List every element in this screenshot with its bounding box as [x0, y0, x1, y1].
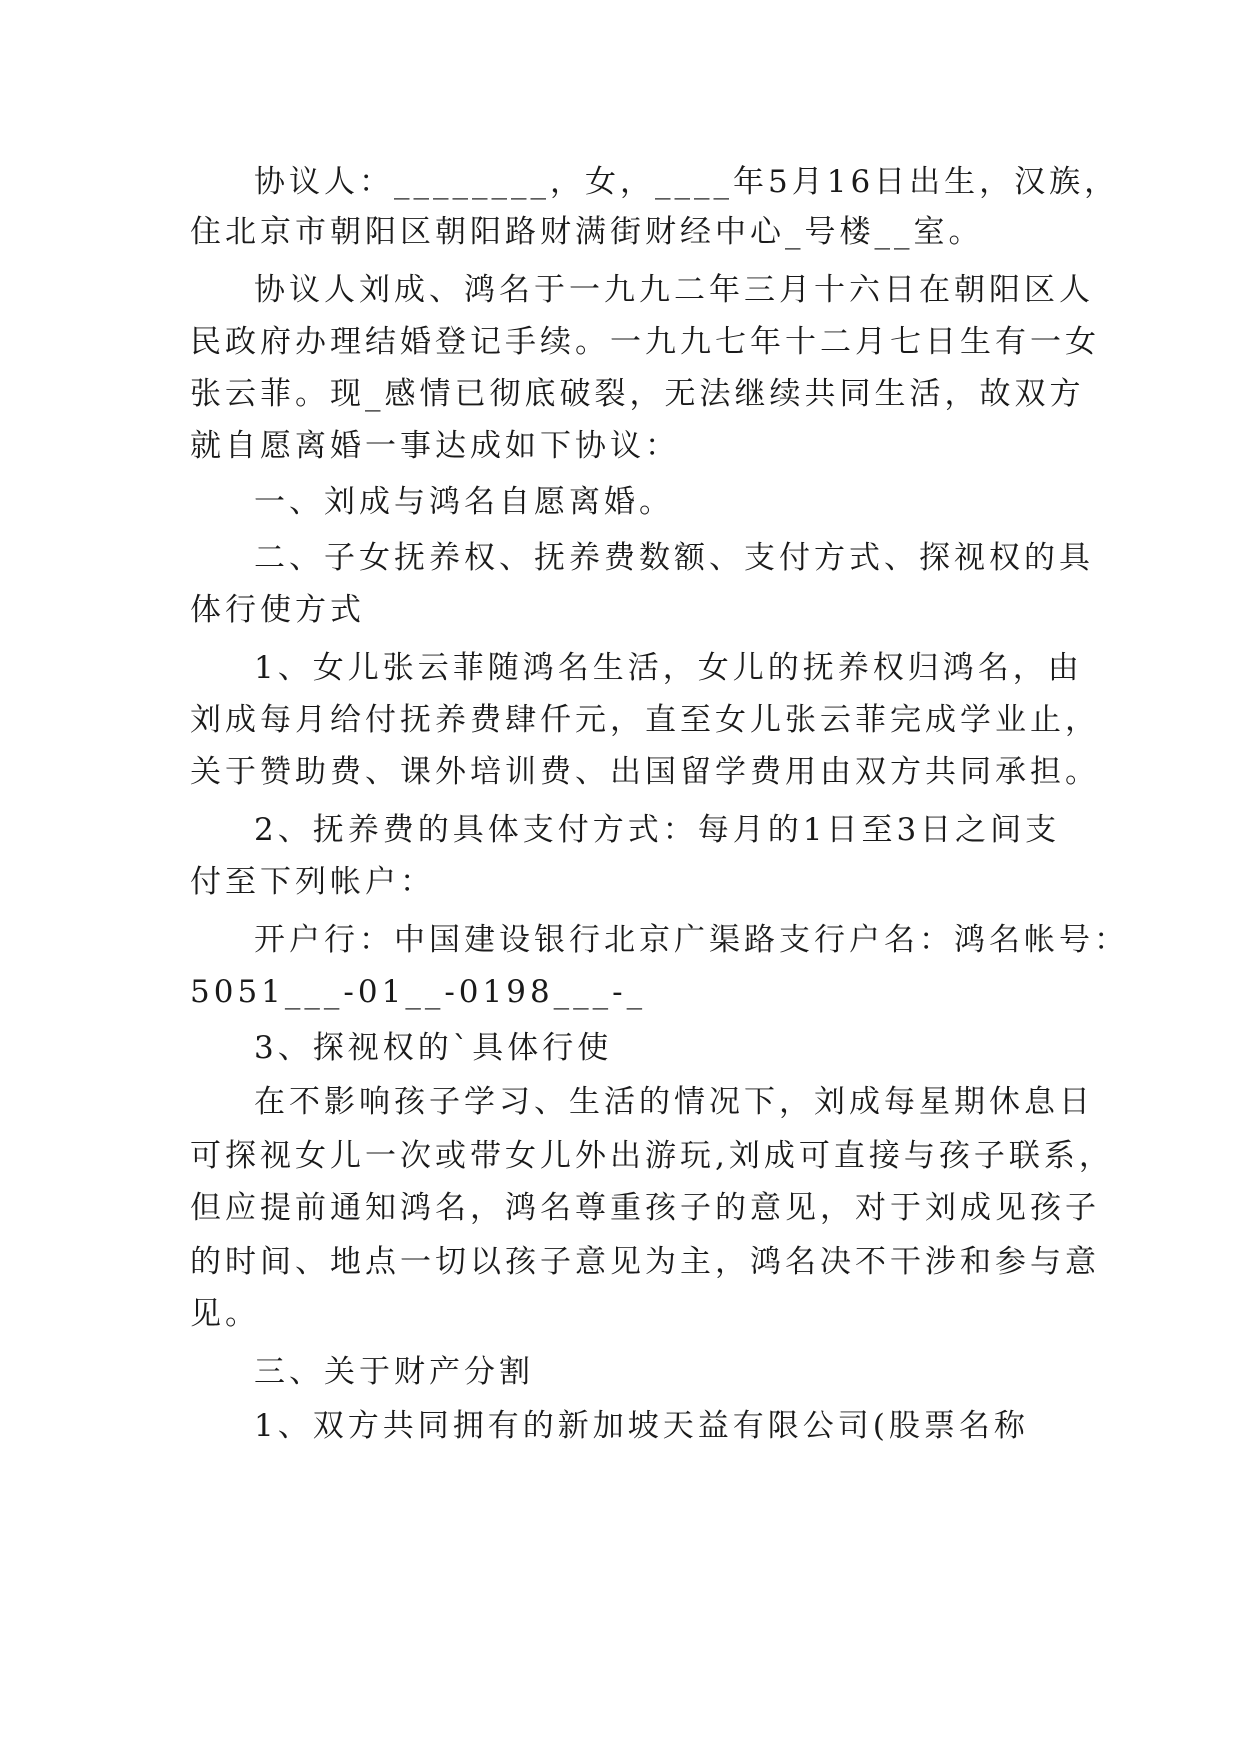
text-line: 在不影响孩子学习、生活的情况下，刘成每星期休息日	[254, 1084, 1094, 1120]
text-line: 的时间、地点一切以孩子意见为主，鸿名决不干涉和参与意	[190, 1244, 1100, 1280]
text-line: 一、刘成与鸿名自愿离婚。	[254, 484, 674, 520]
text-line: 三、关于财产分割	[254, 1354, 534, 1390]
text-line: 付至下列帐户：	[190, 864, 435, 900]
text-line: 可探视女儿一次或带女儿外出游玩,刘成可直接与孩子联系，	[190, 1138, 1114, 1174]
text-line: 就自愿离婚一事达成如下协议：	[190, 428, 680, 464]
text-line: 3、探视权的`具体行使	[254, 1030, 613, 1066]
text-line: 刘成每月给付抚养费肆仟元，直至女儿张云菲完成学业止，	[190, 702, 1100, 738]
text-line: 关于赞助费、课外培训费、出国留学费用由双方共同承担。	[190, 754, 1100, 790]
text-line: 二、子女抚养权、抚养费数额、支付方式、探视权的具	[254, 540, 1094, 576]
text-line: 民政府办理结婚登记手续。一九九七年十二月七日生有一女	[190, 324, 1100, 360]
text-line: 住北京市朝阳区朝阳路财满街财经中心_号楼__室。	[190, 214, 984, 250]
text-line: 开户行：中国建设银行北京广渠路支行户名：鸿名帐号：	[254, 922, 1129, 958]
text-line: 1、女儿张云菲随鸿名生活，女儿的抚养权归鸿名，由	[254, 650, 1083, 686]
text-line: 体行使方式	[190, 592, 365, 628]
text-line: 协议人刘成、鸿名于一九九二年三月十六日在朝阳区人	[254, 272, 1094, 308]
text-line: 见。	[190, 1296, 260, 1332]
text-line: 张云菲。现_感情已彻底破裂，无法继续共同生活，故双方	[190, 376, 1085, 412]
text-line: 2、抚养费的具体支付方式：每月的1日至3日之间支	[254, 812, 1061, 848]
text-line: 但应提前通知鸿名，鸿名尊重孩子的意见，对于刘成见孩子	[190, 1190, 1100, 1226]
text-line: 5051___-01__-0198___-_	[190, 974, 647, 1010]
text-line: 1、双方共同拥有的新加坡天益有限公司(股票名称	[254, 1408, 1029, 1444]
text-line: 协议人：________，女，____年5月16日出生，汉族，	[254, 164, 1120, 200]
